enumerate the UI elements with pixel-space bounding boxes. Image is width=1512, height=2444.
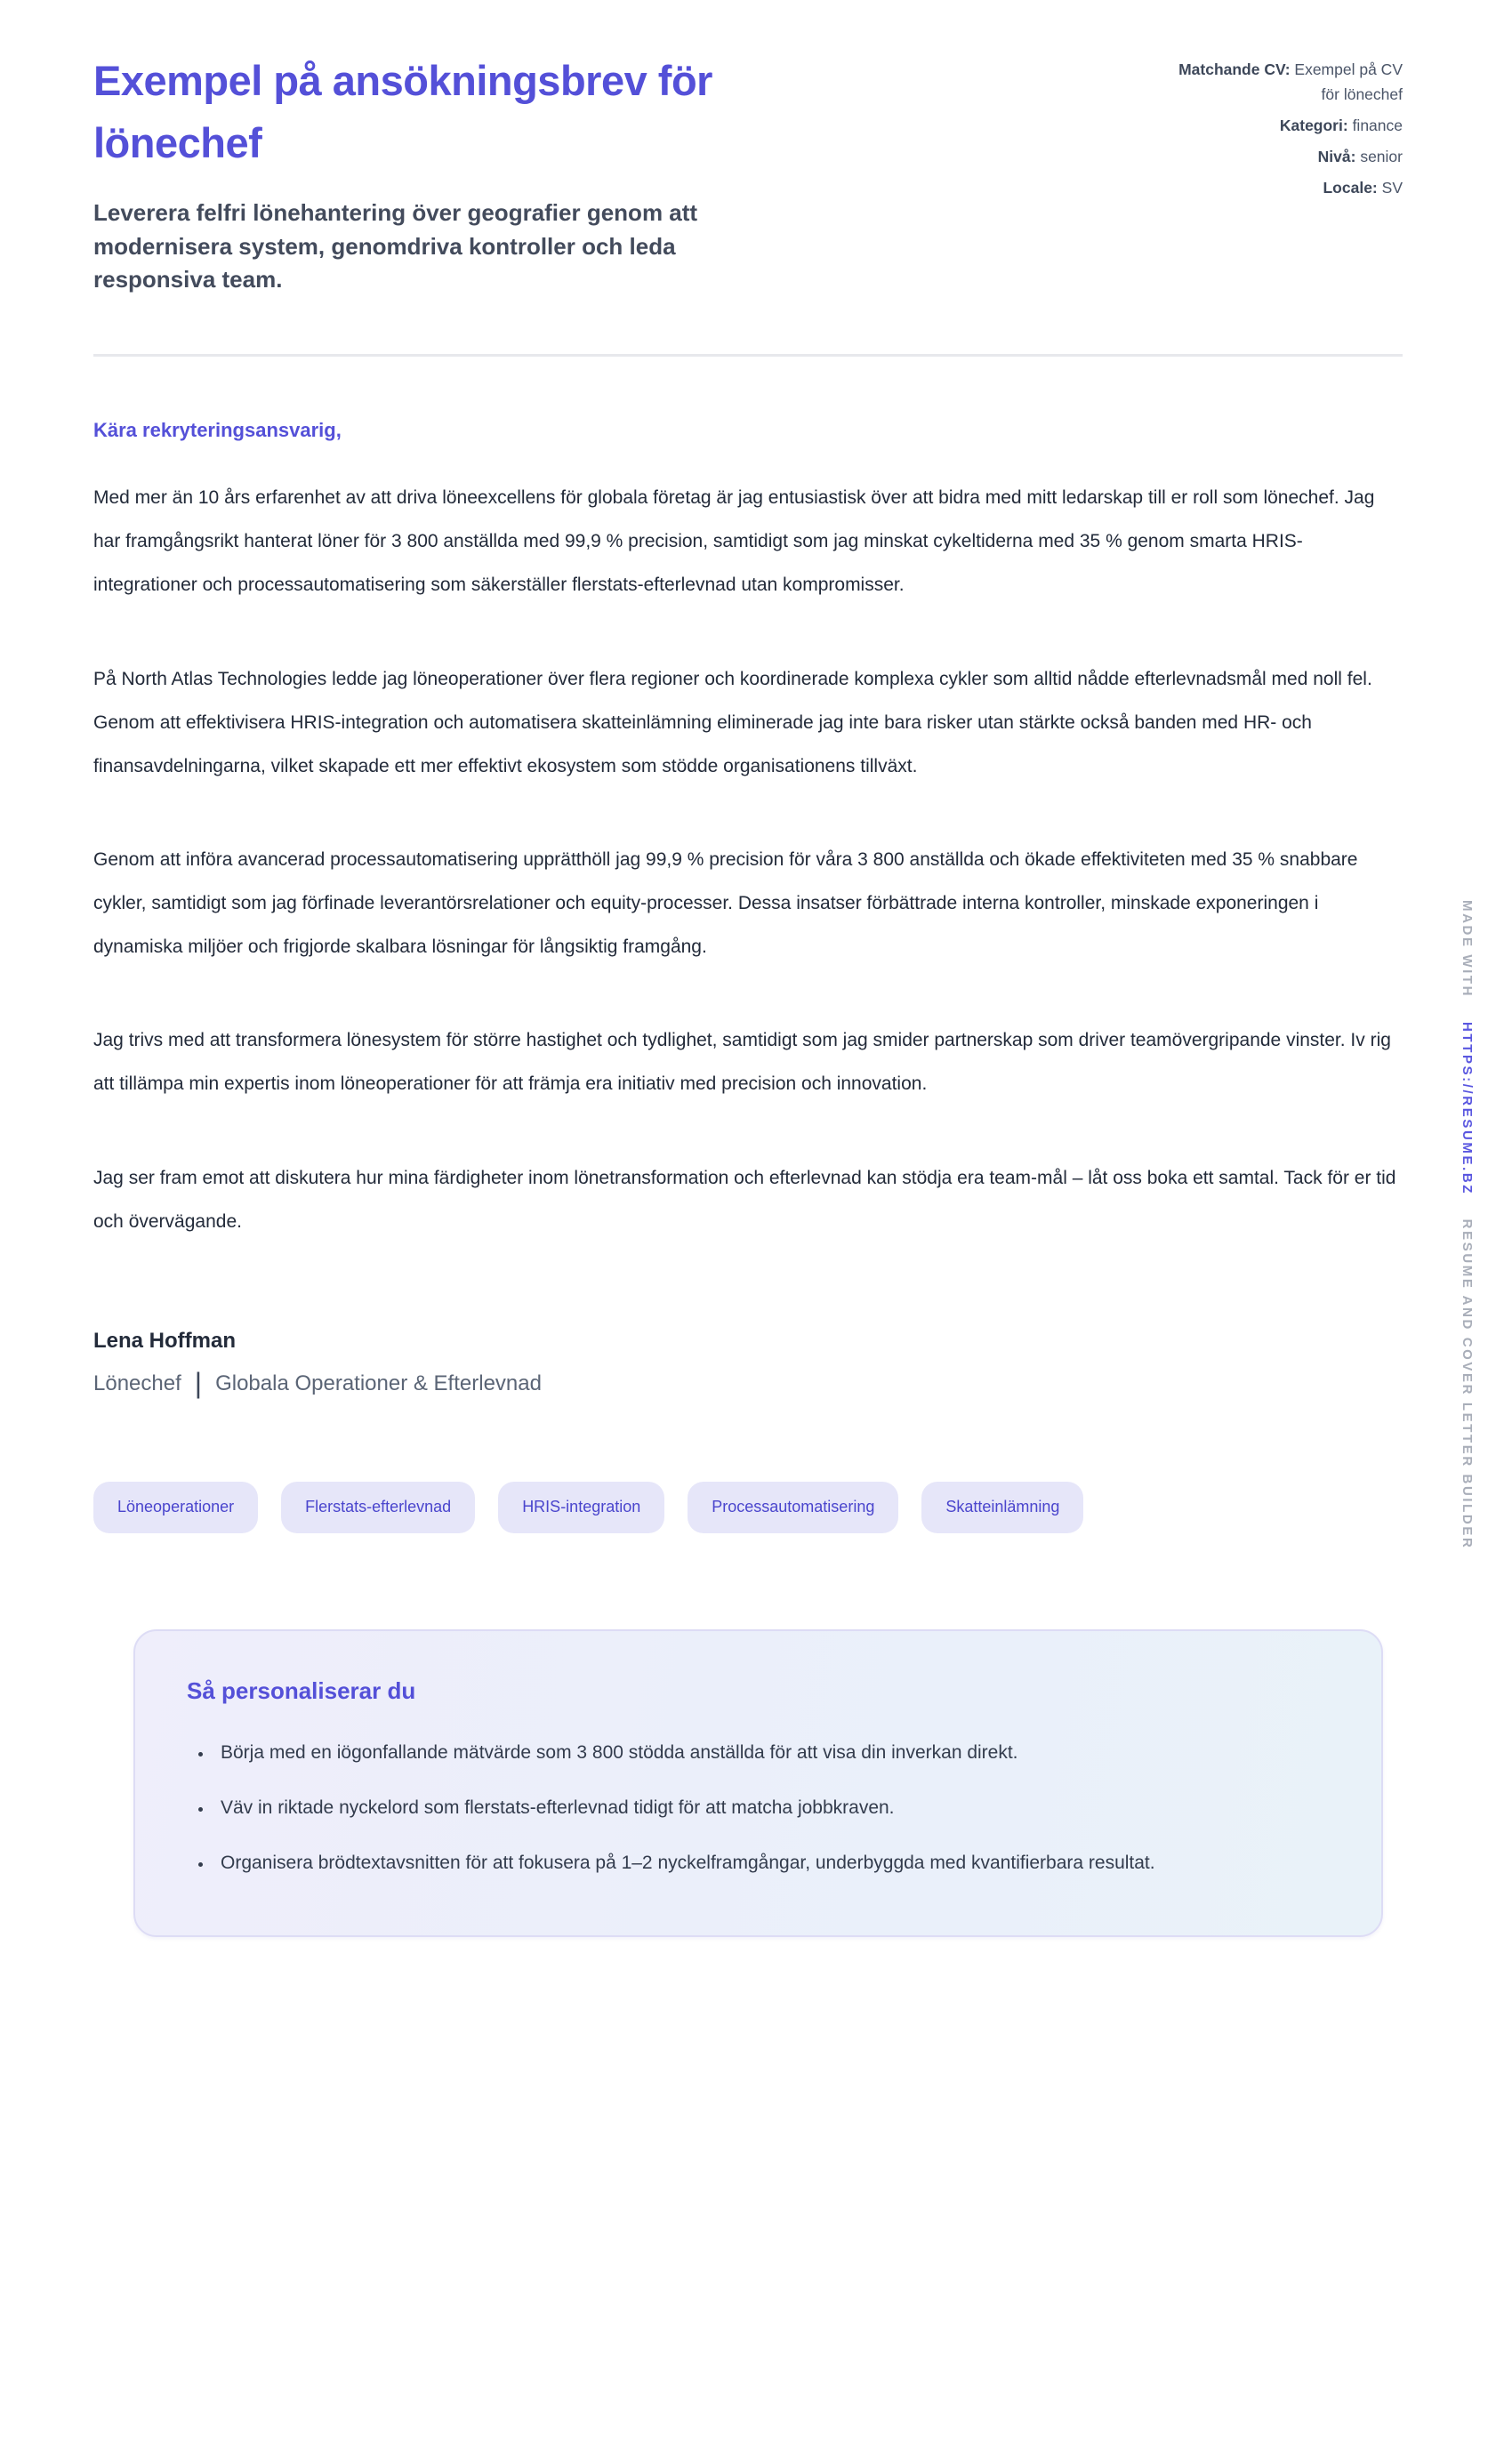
meta-matching-cv-link[interactable]: Exempel på CV för lönechef [1294,60,1403,103]
tip-item: • Börja med en iögonfallande mätvärde som 3 800 stödda anställda för att visa din inverkan direkt. [213,1732,1326,1774]
signature-role-line [93,1366,1403,1399]
meta-matching-cv [1161,57,1403,107]
header-divider [93,354,1403,357]
meta-locale [1161,175,1403,200]
meta-matching-cv-label: Matchande CV: [1178,60,1291,78]
signature-department: Globala Operationer & Efterlevnad [215,1371,542,1395]
page-subtitle: Leverera felfri lönehantering över geografier genom att modernisera system, genomdriva kontroller och leda responsiva team. [93,199,698,293]
tip-item: • Väv in riktade nyckelord som flerstats-efterlevnad tidigt för att matcha jobbkraven. [213,1787,1326,1829]
watermark-suffix: RESUME AND COVER LETTER BUILDER [1460,1218,1475,1550]
letter-greeting: Kära rekryteringsansvarig, [93,419,342,442]
cover-letter-body [93,419,1403,1398]
main-content [93,50,1403,1937]
watermark-vertical-text [1460,900,1475,1549]
meta-level-label: Nivå: [1317,148,1356,165]
tip-item: • Organisera brödtextavsnitten för att fokusera på 1–2 nyckelframgångar, underbyggda med kvantifierbara resultat. [213,1842,1326,1885]
letter-paragraph: På North Atlas Technologies ledde jag löneoperationer över flera regioner och koordinerade komplexa cykler som alltid nådde efterlevnadsmål med noll fel. Genom att effektivisera HRIS-integration och automatisera skatteinlämning eliminerade jag inte bara risker utan stärkte också banden med HR- och finansavdelningarna, vilket skapade ett mer effektivt ekosystem som stödde organisationens tillväxt. [93,668,1372,776]
meta-category-value: finance [1352,117,1403,134]
watermark-site-link[interactable]: HTTPS://RESUME.BZ [1460,1021,1475,1195]
meta-level [1161,144,1403,169]
signature-block [93,1329,1403,1398]
meta-level-value: senior [1360,148,1403,165]
tips-title: Så personaliserar du [187,1676,416,1704]
tag-pill: Flerstats-efterlevnad [281,1482,475,1533]
page-title: Exempel på ansökningsbrev för lönechef [93,57,712,166]
letter-paragraph: Jag ser fram emot att diskutera hur mina färdigheter inom lönetransformation och efterlevnad kan stödja era team-mål – låt oss boka ett samtal. Tack för er tid och övervägande. [93,1167,1396,1232]
header [93,50,1403,297]
meta-category-label: Kategori: [1279,117,1348,134]
meta-category [1161,113,1403,138]
meta-locale-label: Locale: [1323,179,1378,197]
personalization-tips-card [133,1629,1383,1937]
tag-pill: HRIS-integration [498,1482,664,1533]
meta-locale-value: SV [1381,179,1403,197]
meta-panel [1161,50,1403,206]
letter-paragraph: Med mer än 10 års erfarenhet av att driva löneexcellens för globala företag är jag entusiastisk över att bidra med mitt ledarskap till er roll som lönechef. Jag har framgångsrikt hanterat löner för 3 800 anställda med 99,9 % precision, samtidigt som jag minskat cykeltiderna med 35 % genom smarta HRIS-integrationer och processautomatisering som säkerställer flerstats-efterlevnad utan kompromisser. [93,487,1375,596]
tag-pill: Skatteinlämning [921,1482,1083,1533]
signature-name: Lena Hoffman [93,1328,237,1353]
signature-role: Lönechef [93,1371,181,1395]
letter-paragraph: Jag trivs med att transformera lönesystem för större hastighet och tydlighet, samtidigt som jag smider partnerskap som driver teamövergripande vinster. Iv rig att tillämpa min expertis inom löneoperationer för att främja era initiativ med precision och innovation. [93,1030,1391,1095]
watermark-prefix: MADE WITH [1460,900,1475,999]
tag-pill: Processautomatisering [688,1482,898,1533]
header-left [93,50,823,297]
keyword-tags [93,1482,1403,1533]
signature-separator: | [194,1366,203,1399]
tips-list [187,1732,1326,1885]
tag-pill: Löneoperationer [93,1482,258,1533]
letter-paragraph: Genom att införa avancerad processautomatisering upprätthöll jag 99,9 % precision för våra 3 800 anställda och ökade effektiviteten med 35 % snabbare cykler, samtidigt som jag förfinade leverantörsrelationer och equity-processer. Dessa insatser förbättrade interna kontroller, minskade exponeringen i dynamiska miljöer och frigjorde skalbara lösningar för långsiktig framgång. [93,848,1358,958]
